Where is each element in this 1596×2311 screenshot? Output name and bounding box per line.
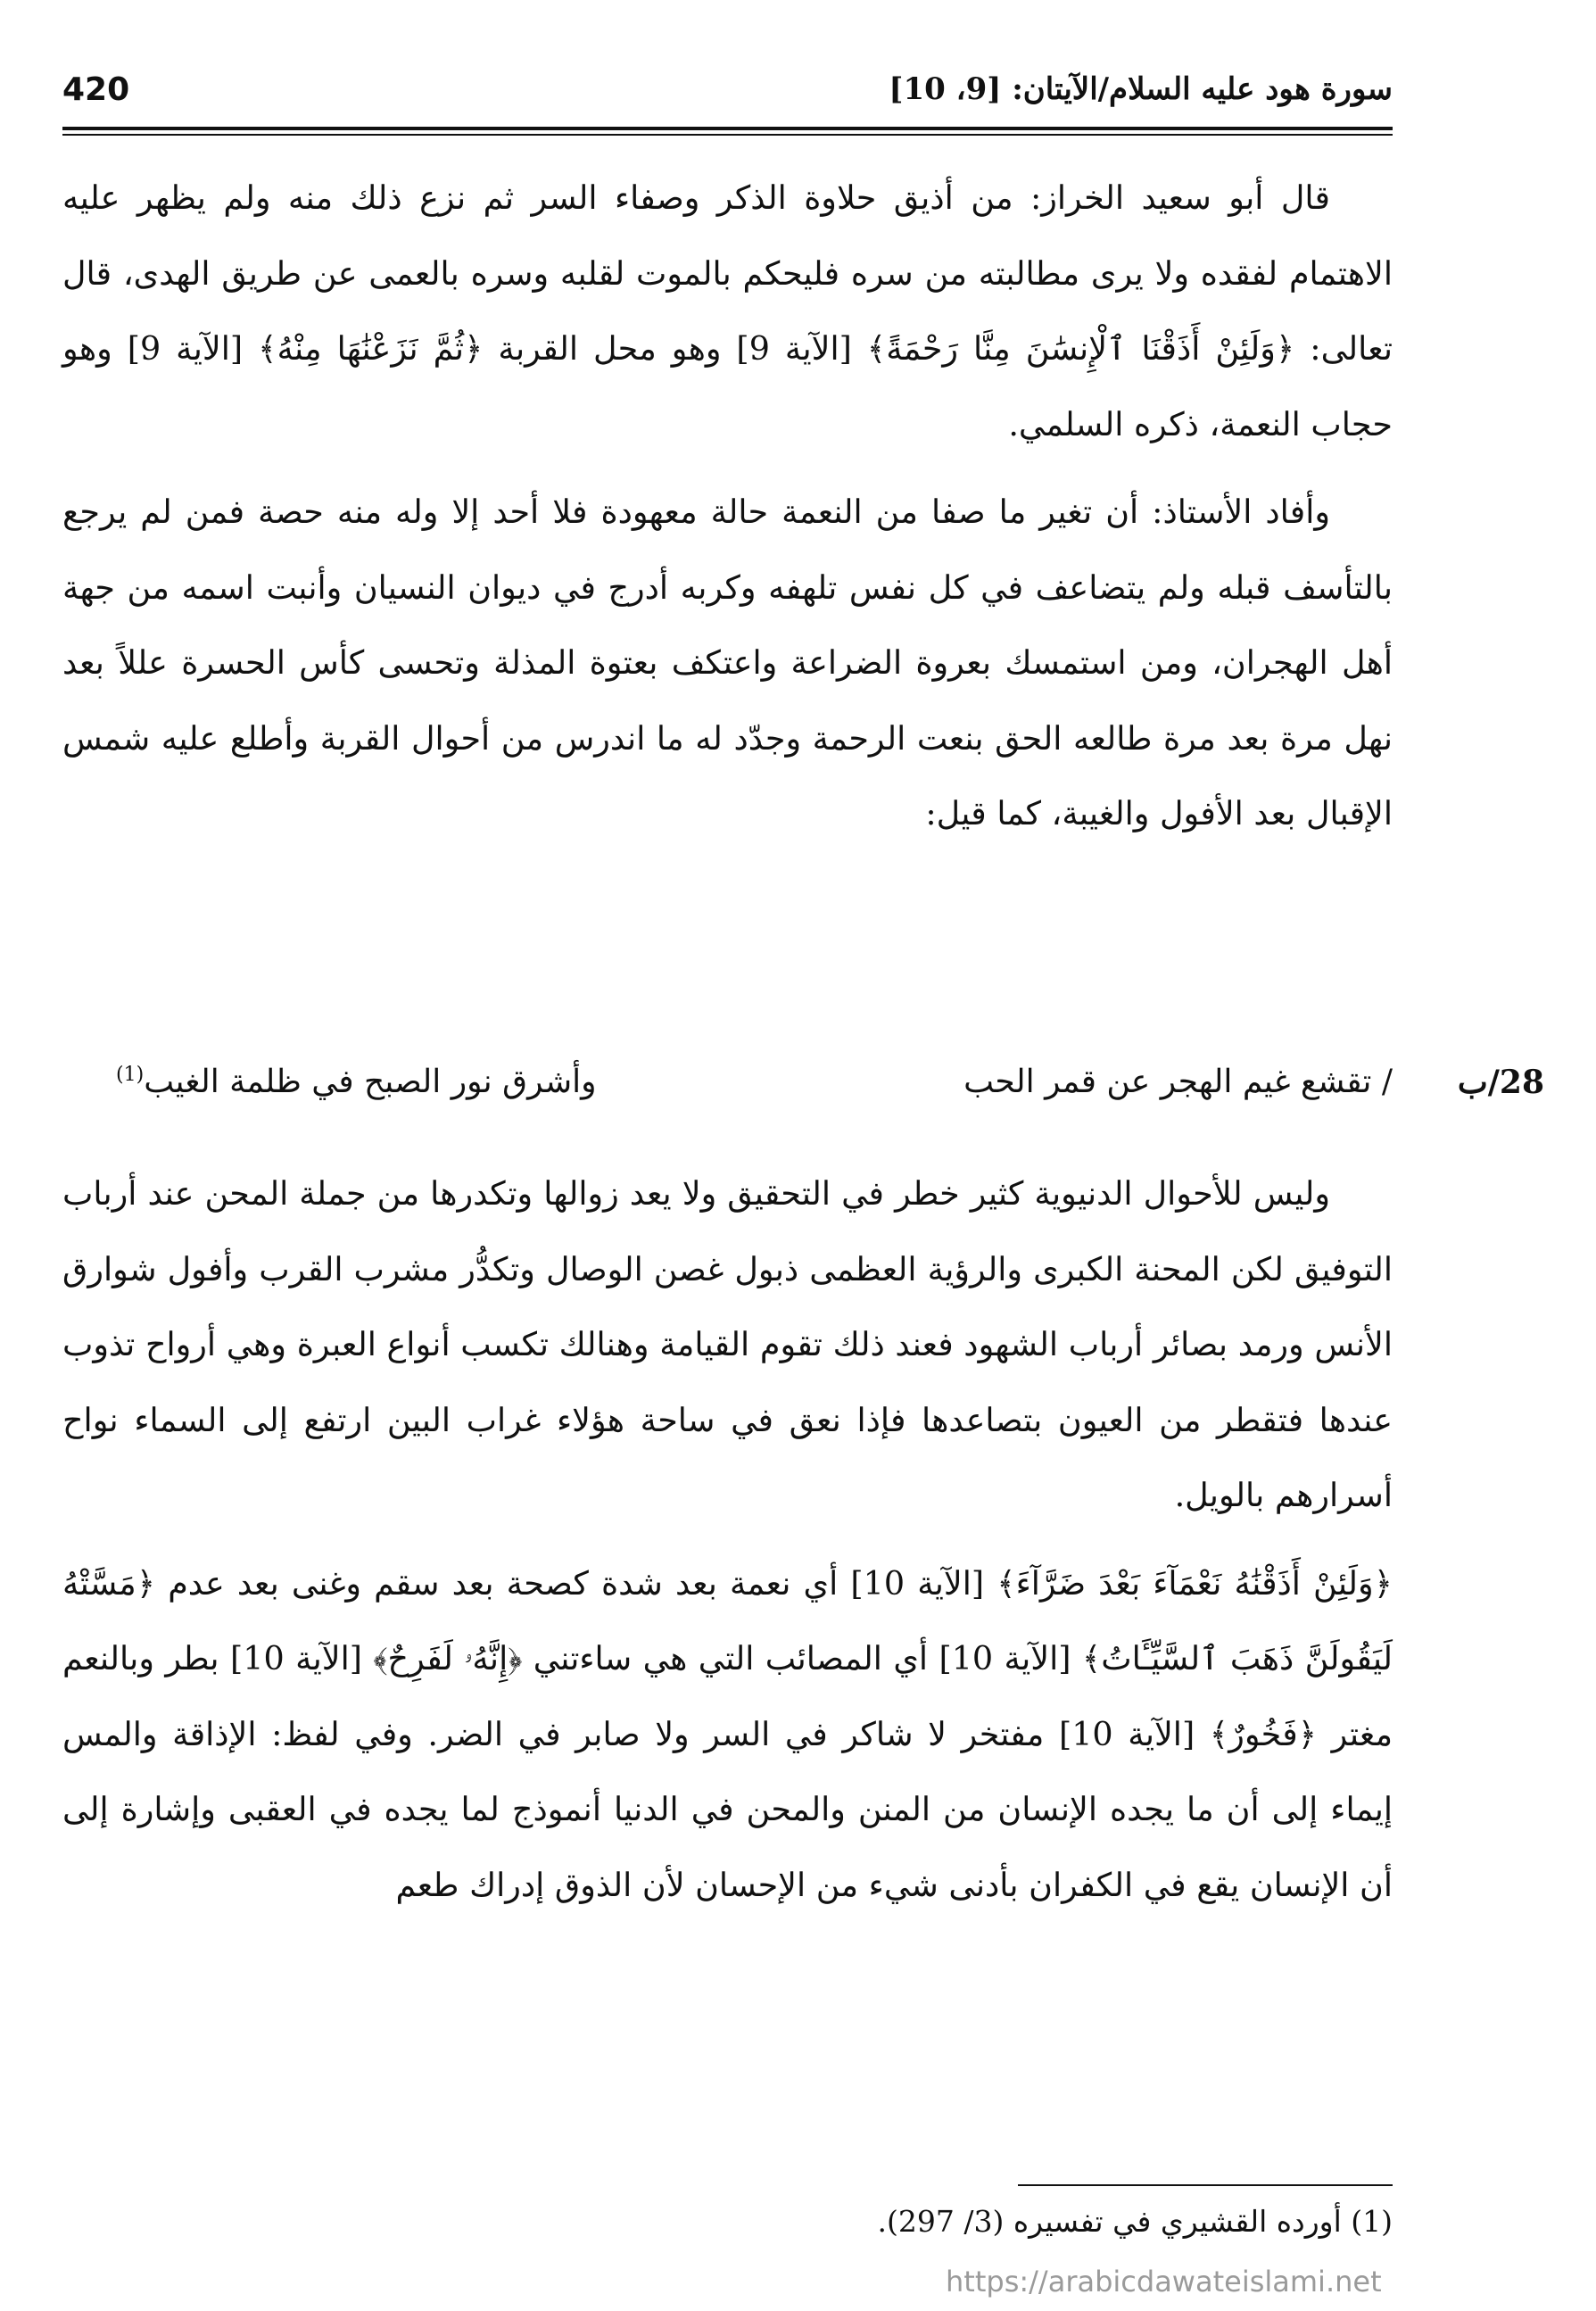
verse-first-hemistich: / تقشع غيم الهجر عن قمر الحب xyxy=(963,1064,1393,1100)
main-text-upper xyxy=(62,161,1393,852)
watermark-url: https://arabicdawateislami.net xyxy=(946,2265,1382,2299)
poetry-verse xyxy=(62,1058,1544,1133)
running-head: سورة هود عليه السلام/الآيتان: [9، 10] xyxy=(889,71,1393,107)
header-rule-thick xyxy=(62,127,1393,130)
margin-folio-note: 28/ب xyxy=(1457,1064,1544,1101)
paragraph-verse-10: ﴿وَلَئِنْ أَذَقْنَٰهُ نَعْمَآءَ بَعْدَ ضَرَّآءَ﴾ [الآية 10] أي نعمة بعد شدة كصحة بعد سقم وغنى بعد عدم ﴿مَسَّتْهُ لَيَقُولَنَّ ذَهَبَ ٱلسَّيِّـَٔاتُ﴾ [الآية 10] أي المصائب التي هي ساءتني ﴿إِنَّهُۥ لَفَرِحٌ﴾ [الآية 10] بطر وبالنعم مغتر ﴿فَخُورٌ﴾ [الآية 10] مفتخر لا شاكر في السر ولا صابر في الضر. وفي لفظ: الإذاقة والمس إيماء إلى أن ما يجده الإنسان من المنن والمحن في الدنيا أنموذج لما يجده في العقبى وإشارة إلى أن الإنسان يقع في الكفران بأدنى شيء من الإحسان لأن الذوق إدراك طعم xyxy=(62,1563,1393,1904)
footnote-1: (1) أورده القشيري في تفسيره (3/ 297). xyxy=(877,2204,1393,2239)
page-header xyxy=(62,59,1393,120)
paragraph-kharraz: قال أبو سعيد الخراز: من أذيق حلاوة الذكر وصفاء السر ثم نزع ذلك منه ولم يظهر عليه الاهتمام لفقده ولا يرى مطالبته من سره فليحكم بالموت لقلبه وسره بالعمى عن طريق الهدى، قال تعالى: ﴿وَلَئِنْ أَذَقْنَا ٱلْإِنسَٰنَ مِنَّا رَحْمَةً﴾ [الآية 9] وهو محل القربة ﴿ثُمَّ نَزَعْنَٰهَا مِنْهُ﴾ [الآية 9] وهو حجاب النعمة، ذكره السلمي. xyxy=(62,178,1393,443)
main-text-lower xyxy=(62,1156,1393,1923)
paragraph-ustadh: وأفاد الأستاذ: أن تغير ما صفا من النعمة حالة معهودة فلا أحد إلا وله منه حصة فمن لم يرجع بالتأسف قبله ولم يتضاعف في كل نفس تلهفه وكربه أدرج في ديوان النسيان وأنبت اسمه من جهة أهل الهجران، ومن استمسك بعروة الضراعة واعتكف بعتوة المذلة وتحسى كأس الحسرة عللاً بعد نهل مرة بعد مرة طالعه الحق بنعت الرحمة وجدّد له ما اندرس من أحوال القربة وأطلع عليه شمس الإقبال بعد الأفول والغيبة، كما قيل: xyxy=(62,493,1393,832)
verse-second-hemistich xyxy=(116,1064,597,1100)
verse-second-text: وأشرق نور الصبح في ظلمة الغيب xyxy=(144,1064,597,1100)
footnote-reference: (1) xyxy=(116,1064,145,1086)
header-rule-thin xyxy=(62,134,1393,136)
footnote-separator xyxy=(1018,2184,1393,2186)
page-number: 420 xyxy=(62,70,130,108)
paragraph-worldly-states: وليس للأحوال الدنيوية كثير خطر في التحقيق ولا يعد زوالها وتكدرها من جملة المحن عند أرباب التوفيق لكن المحنة الكبرى والرؤية العظمى ذبول غصن الوصال وتكدُّر مشرب القرب وأفول شوارق الأنس ورمد بصائر أرباب الشهود فعند ذلك تقوم القيامة وهنالك تكسب أنواع العبرة وهي أرواح تذوب عندها فتقطر من العيون بتصاعدها فإذا نعق في ساحة هؤلاء غراب البين ارتفع إلى السماء نواح أسرارهم بالويل. xyxy=(62,1174,1393,1514)
